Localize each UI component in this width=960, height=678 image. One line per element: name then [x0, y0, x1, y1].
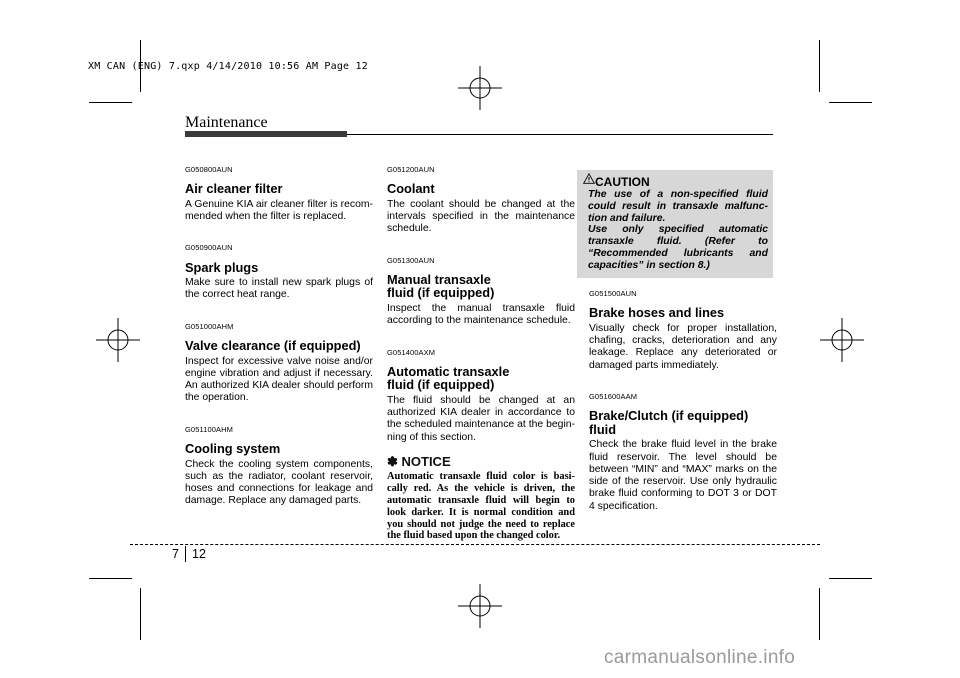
caution-body	[588, 189, 768, 272]
section-air-cleaner	[185, 164, 373, 223]
section-cooling-system	[185, 424, 373, 508]
column-2	[387, 164, 575, 542]
section-body: Make sure to install new spark plugs of the correct heat range.	[185, 277, 373, 301]
crop-mark	[819, 40, 820, 92]
page-number: 12	[192, 547, 206, 561]
section-code: G050900AUN	[185, 243, 233, 253]
section-heading: Coolant	[387, 181, 435, 197]
section-body: Inspect the manual transaxle fluid according to the maintenance schedule.	[387, 302, 575, 327]
section-code: G051100AHM	[185, 424, 233, 434]
section-body: A Genuine KIA air cleaner filter is recom-mended when the filter is replaced.	[185, 198, 373, 223]
print-slug: XM CAN (ENG) 7.qxp 4/14/2010 10:56 AM Page 12	[88, 61, 368, 72]
section-heading: Air cleaner filter	[185, 181, 283, 197]
warning-triangle-icon	[583, 173, 595, 184]
section-manual-transaxle	[387, 255, 575, 328]
header-rule	[347, 134, 773, 135]
column-1	[185, 164, 373, 508]
section-body: Inspect for excessive valve noise and/or engine vibration and adjust if necessary. An authorized KIA dealer should perform the operation.	[185, 355, 373, 404]
section-code: G051500AUN	[589, 289, 637, 298]
section-heading: Automatic transaxle fluid (if equipped)	[387, 363, 510, 393]
crop-mark	[819, 588, 820, 640]
section-automatic-transaxle	[387, 347, 575, 444]
section-spark-plugs	[185, 242, 373, 301]
footer-divider	[185, 546, 186, 562]
section-heading: Brake/Clutch (if equipped) fluid	[589, 408, 749, 437]
caution-box	[577, 170, 773, 278]
section-brake-hoses	[589, 288, 777, 372]
crop-mark	[89, 578, 132, 579]
section-heading: Cooling system	[185, 441, 281, 457]
section-coolant	[387, 164, 575, 236]
section-heading: Manual transaxle fluid (if equipped)	[387, 271, 495, 301]
caution-line: Use only specified automatic transaxle fluid. (Refer to “Recommended lubricants and capacities” in section 8.)	[588, 224, 768, 271]
notice-heading: ✽ NOTICE	[387, 454, 451, 470]
footer-rule	[130, 544, 820, 545]
section-body: Visually check for proper installation, chafing, cracks, deterioration and any leakage. Replace any deteriorated or damaged parts immediately.	[589, 322, 777, 371]
caution-heading: CAUTION	[595, 175, 650, 189]
section-heading: Valve clearance (if equipped)	[185, 338, 361, 354]
section-body: Check the brake fluid level in the brake fluid reservoir. The level should be between “MIN” and “MAX” marks on the side of the reservoir. Use only hydraulic brake fluid conforming to DOT 3 or DOT 4 specification.	[589, 439, 777, 512]
section-code: G051200AUN	[387, 165, 435, 174]
notice-body: Automatic transaxle fluid color is basi-cally red. As the vehicle is driven, the automatic transaxle fluid will begin to look darker. It is normal condition and you should not judge the need to replace the fluid based upon the changed color.	[387, 471, 575, 542]
section-heading: Spark plugs	[185, 259, 259, 275]
section-body: Check the cooling system components, such as the radiator, coolant reservoir, hoses and connections for leakage and damage. Replace any damaged parts.	[185, 458, 373, 507]
registration-mark-icon	[94, 316, 142, 364]
section-title: Maintenance	[185, 114, 268, 131]
section-brake-fluid	[589, 391, 777, 513]
watermark: carmanualsonline.info	[604, 647, 796, 668]
crop-mark	[829, 102, 872, 103]
crop-mark	[829, 578, 872, 579]
section-code: G051000AHM	[185, 321, 234, 331]
chapter-number: 7	[172, 547, 179, 561]
section-code: G051600AAM	[589, 391, 638, 401]
registration-mark-icon	[456, 582, 504, 630]
section-heading: Brake hoses and lines	[589, 305, 725, 321]
caution-line: The use of a non-specified fluid could result in transaxle malfunc-tion and failure.	[588, 189, 768, 224]
registration-mark-icon	[456, 64, 504, 112]
column-3	[589, 288, 777, 513]
notice-box	[387, 456, 575, 542]
section-body: The fluid should be changed at an authorized KIA dealer in accordance to the scheduled maintenance at the begin-ning of this section.	[387, 394, 575, 443]
crop-mark	[140, 588, 141, 640]
header-bar	[185, 131, 347, 137]
crop-mark	[89, 102, 132, 103]
section-body: The coolant should be changed at the intervals specified in the maintenance schedule.	[387, 198, 575, 235]
registration-mark-icon	[818, 316, 866, 364]
section-code: G051300AUN	[387, 255, 435, 265]
section-valve-clearance	[185, 321, 373, 405]
section-code: G051400AXM	[387, 347, 436, 357]
section-code: G050800AUN	[185, 165, 233, 174]
